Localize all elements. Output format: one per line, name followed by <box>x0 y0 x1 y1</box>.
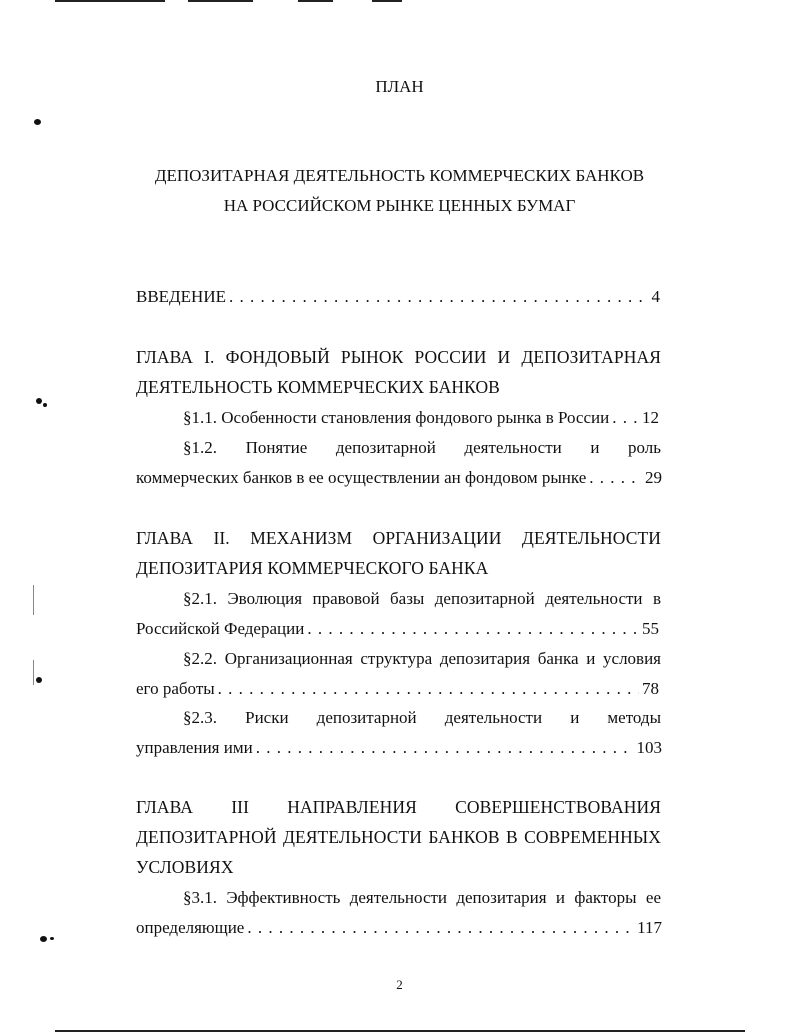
toc-3-1-page: 117 <box>637 918 662 937</box>
scan-edge-top-4 <box>372 0 402 2</box>
toc-entry-1-2-line2[interactable] <box>136 468 662 488</box>
work-title-line1: ДЕПОЗИТАРНАЯ ДЕЯТЕЛЬНОСТЬ КОММЕРЧЕСКИХ БАНКОВ <box>154 166 645 185</box>
leader-dots <box>256 740 634 758</box>
toc-1-1-text: §1.1. Особенности становления фондового рынка в России <box>183 408 610 427</box>
chapter3-heading-line1[interactable]: ГЛАВА III НАПРАВЛЕНИЯ СОВЕРШЕНСТВОВАНИЯ <box>136 797 661 817</box>
toc-intro-page: 4 <box>651 287 660 306</box>
toc-2-1-text: Российской Федерации <box>136 619 305 638</box>
leader-dots <box>612 410 639 428</box>
chapter3-heading-line3[interactable]: УСЛОВИЯХ <box>136 857 234 877</box>
leader-dots <box>589 470 642 488</box>
chapter1-heading-line1[interactable]: ГЛАВА I. ФОНДОВЫЙ РЫНОК РОССИИ И ДЕПОЗИТАРНАЯ <box>136 347 661 367</box>
toc-entry-2-1-line2[interactable] <box>136 619 659 639</box>
toc-entry-2-2-line2[interactable] <box>136 679 659 699</box>
leader-dots <box>229 289 649 307</box>
page-number: 2 <box>396 977 403 992</box>
scan-margin-line <box>33 585 34 615</box>
chapter3-heading-line2[interactable]: ДЕПОЗИТАРНОЙ ДЕЯТЕЛЬНОСТИ БАНКОВ В СОВРЕМЕННЫХ <box>136 827 661 847</box>
toc-2-3-page: 103 <box>636 738 662 757</box>
chapter2-heading-line2[interactable]: ДЕПОЗИТАРИЯ КОММЕРЧЕСКОГО БАНКА <box>136 558 489 578</box>
toc-entry-2-3-line2[interactable] <box>136 738 662 758</box>
scan-edge-top-1 <box>55 0 165 2</box>
toc-entry-2-3-line1[interactable]: §2.3. Риски депозитарной деятельности и методы <box>183 708 661 727</box>
toc-1-1-page: 12 <box>642 408 659 427</box>
toc-entry-1-1[interactable] <box>183 408 659 428</box>
leader-dots <box>218 681 639 699</box>
toc-3-1-text: определяющие <box>136 918 245 937</box>
toc-entry-2-2-line1[interactable]: §2.2. Организационная структура депозитария банка и условия <box>183 649 661 668</box>
scan-edge-bottom <box>55 1030 745 1032</box>
scan-speck <box>43 403 47 407</box>
leader-dots <box>307 621 639 639</box>
chapter2-heading-line1[interactable]: ГЛАВА II. МЕХАНИЗМ ОРГАНИЗАЦИИ ДЕЯТЕЛЬНОСТИ <box>136 528 661 548</box>
toc-entry-1-2-line1[interactable]: §1.2. Понятие депозитарной деятельности и роль <box>183 438 661 457</box>
scan-margin-line-2 <box>33 660 34 685</box>
scan-speck <box>40 936 47 942</box>
toc-entry-2-1-line1[interactable]: §2.1. Эволюция правовой базы депозитарной деятельности в <box>183 589 661 608</box>
toc-2-2-text: его работы <box>136 679 215 698</box>
toc-1-2-text: коммерческих банков в ее осуществлении ан фондовом рынке <box>136 468 587 487</box>
toc-2-1-page: 55 <box>642 619 659 638</box>
toc-entry-3-1-line2[interactable] <box>136 918 662 938</box>
toc-1-2-page: 29 <box>645 468 662 487</box>
toc-intro-label: ВВЕДЕНИЕ <box>136 287 226 306</box>
toc-2-3-text: управления ими <box>136 738 253 757</box>
toc-entry-intro[interactable] <box>136 287 660 307</box>
scan-edge-top-3 <box>298 0 333 2</box>
scan-edge-top-2 <box>188 0 253 2</box>
plan-title: ПЛАН <box>375 77 424 96</box>
scan-speck <box>36 677 42 683</box>
toc-2-2-page: 78 <box>642 679 659 698</box>
scan-speck <box>50 937 54 940</box>
chapter1-heading-line2[interactable]: ДЕЯТЕЛЬНОСТЬ КОММЕРЧЕСКИХ БАНКОВ <box>136 377 500 397</box>
scan-speck <box>36 398 42 404</box>
toc-entry-3-1-line1[interactable]: §3.1. Эффективность деятельности депозитария и факторы ее <box>183 888 661 907</box>
work-title-line2: НА РОССИЙСКОМ РЫНКЕ ЦЕННЫХ БУМАГ <box>223 196 576 215</box>
scan-speck <box>34 119 41 125</box>
leader-dots <box>247 920 634 938</box>
